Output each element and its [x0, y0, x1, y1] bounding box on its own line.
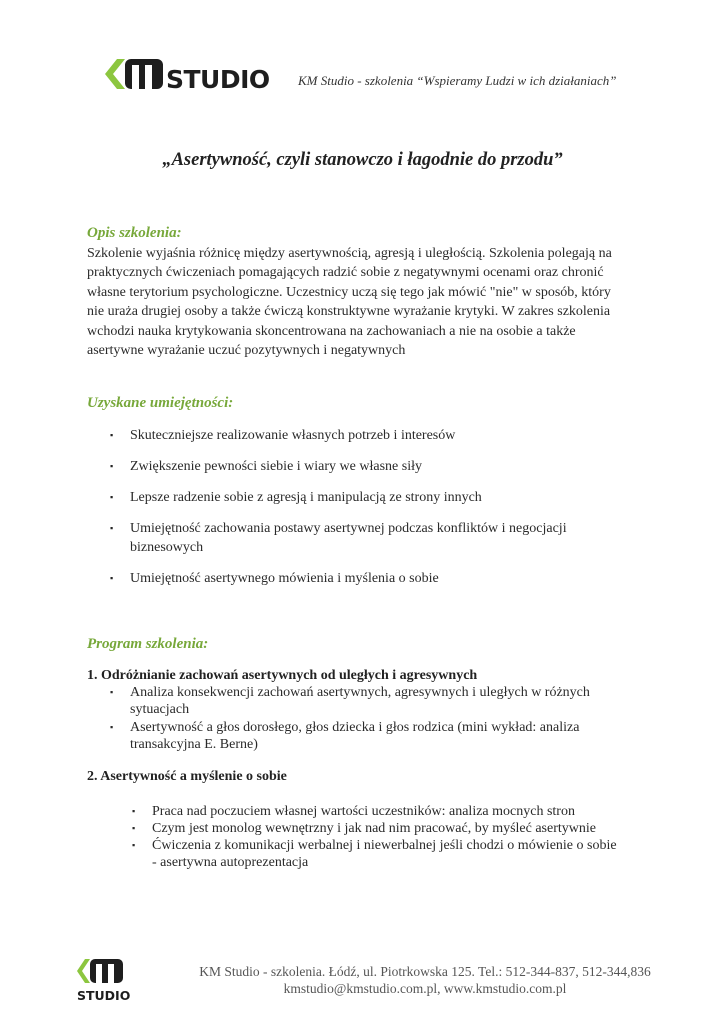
program-item-text: Asertywność a głos dorosłego, głos dziecka i głos rodzica (mini wykład: analiza: [130, 720, 580, 735]
description-line: Szkolenie wyjaśnia różnicę między asertywnością, agresją i uległością. Szkolenia polegają na: [87, 246, 612, 261]
description-line: asertywne wyrażanie uczuć pozytywnych i negatywnych: [87, 343, 406, 359]
km-studio-footer-logo: [75, 957, 130, 1003]
document-title: „Asertywność, czyli stanowczo i łagodnie do przodu”: [162, 150, 563, 170]
program-item-text: - asertywna autoprezentacja: [152, 855, 309, 870]
program-item-text: Analiza konsekwencji zachowań asertywnych, agresywnych i uległych w różnych: [130, 685, 590, 700]
bullet-icon: ▪: [110, 687, 114, 697]
skill-text: Zwiększenie pewności siebie i wiary we własne siły: [130, 459, 422, 474]
bullet-icon: ▪: [110, 492, 114, 502]
program-heading: Program szkolenia:: [87, 636, 209, 652]
description-line: nie uraża drugiej osoby a także ćwiczą konstruktywne wyrażanie krytyki. W zakres szkolenia: [87, 304, 611, 320]
description-line: własne terytorium psychologiczne. Uczestnicy uczą się tego jak mówić "nie" w sposób, który: [87, 284, 611, 300]
skill-text: biznesowych: [130, 540, 204, 555]
footer-address: KM Studio - szkolenia. Łódź, ul. Piotrkowska 125. Tel.: 512-344-837, 512-344,836: [199, 964, 651, 979]
program-module-title: 2. Asertywność a myślenie o sobie: [87, 769, 287, 784]
program-module-title: 1. Odróżnianie zachowań asertywnych od uległych i agresywnych: [87, 668, 478, 683]
bullet-icon: ▪: [132, 806, 136, 816]
program-item-text: transakcyjna E. Berne): [130, 737, 258, 752]
footer-contact: kmstudio@kmstudio.com.pl, www.kmstudio.com.pl: [283, 981, 567, 996]
bullet-icon: ▪: [110, 461, 114, 471]
description-heading: Opis szkolenia:: [87, 225, 182, 241]
bullet-icon: ▪: [110, 430, 114, 440]
skills-heading: Uzyskane umiejętności:: [87, 395, 234, 411]
description-line: praktycznych ćwiczeniach pomagających radzić sobie z negatywnymi ocenami oraz chronić: [87, 265, 604, 281]
skill-text: Lepsze radzenie sobie z agresją i manipulacją ze strony innych: [130, 490, 482, 505]
svg-text:STUDIO: STUDIO: [166, 65, 270, 91]
bullet-icon: ▪: [132, 840, 136, 850]
program-item-text: Ćwiczenia z komunikacji werbalnej i niewerbalnej jeśli chodzi o mówienie o sobie: [152, 838, 617, 853]
program-item-text: sytuacjach: [130, 702, 190, 717]
description-text: [87, 244, 647, 360]
bullet-icon: ▪: [110, 523, 114, 533]
skill-text: Umiejętność zachowania postawy asertywnej podczas konfliktów i negocjacji: [130, 521, 567, 536]
description-line: wchodzi nauka krytykowania skoncentrowana na zachowaniach a nie na osobie a także: [87, 323, 576, 339]
skill-text: Skuteczniejsze realizowanie własnych potrzeb i interesów: [130, 428, 456, 443]
bullet-icon: ▪: [110, 722, 114, 732]
skill-text: Umiejętność asertywnego mówienia i myślenia o sobie: [130, 571, 439, 586]
bullet-icon: ▪: [132, 823, 136, 833]
header-tagline: KM Studio - szkolenia “Wspieramy Ludzi w ich działaniach”: [298, 73, 617, 88]
svg-text:STUDIO: STUDIO: [77, 988, 130, 1003]
bullet-icon: ▪: [110, 573, 114, 583]
program-item-text: Praca nad poczuciem własnej wartości uczestników: analiza mocnych stron: [152, 804, 575, 819]
km-studio-logo: [103, 57, 271, 91]
program-item-text: Czym jest monolog wewnętrzny i jak nad nim pracować, by myśleć asertywnie: [152, 821, 596, 836]
